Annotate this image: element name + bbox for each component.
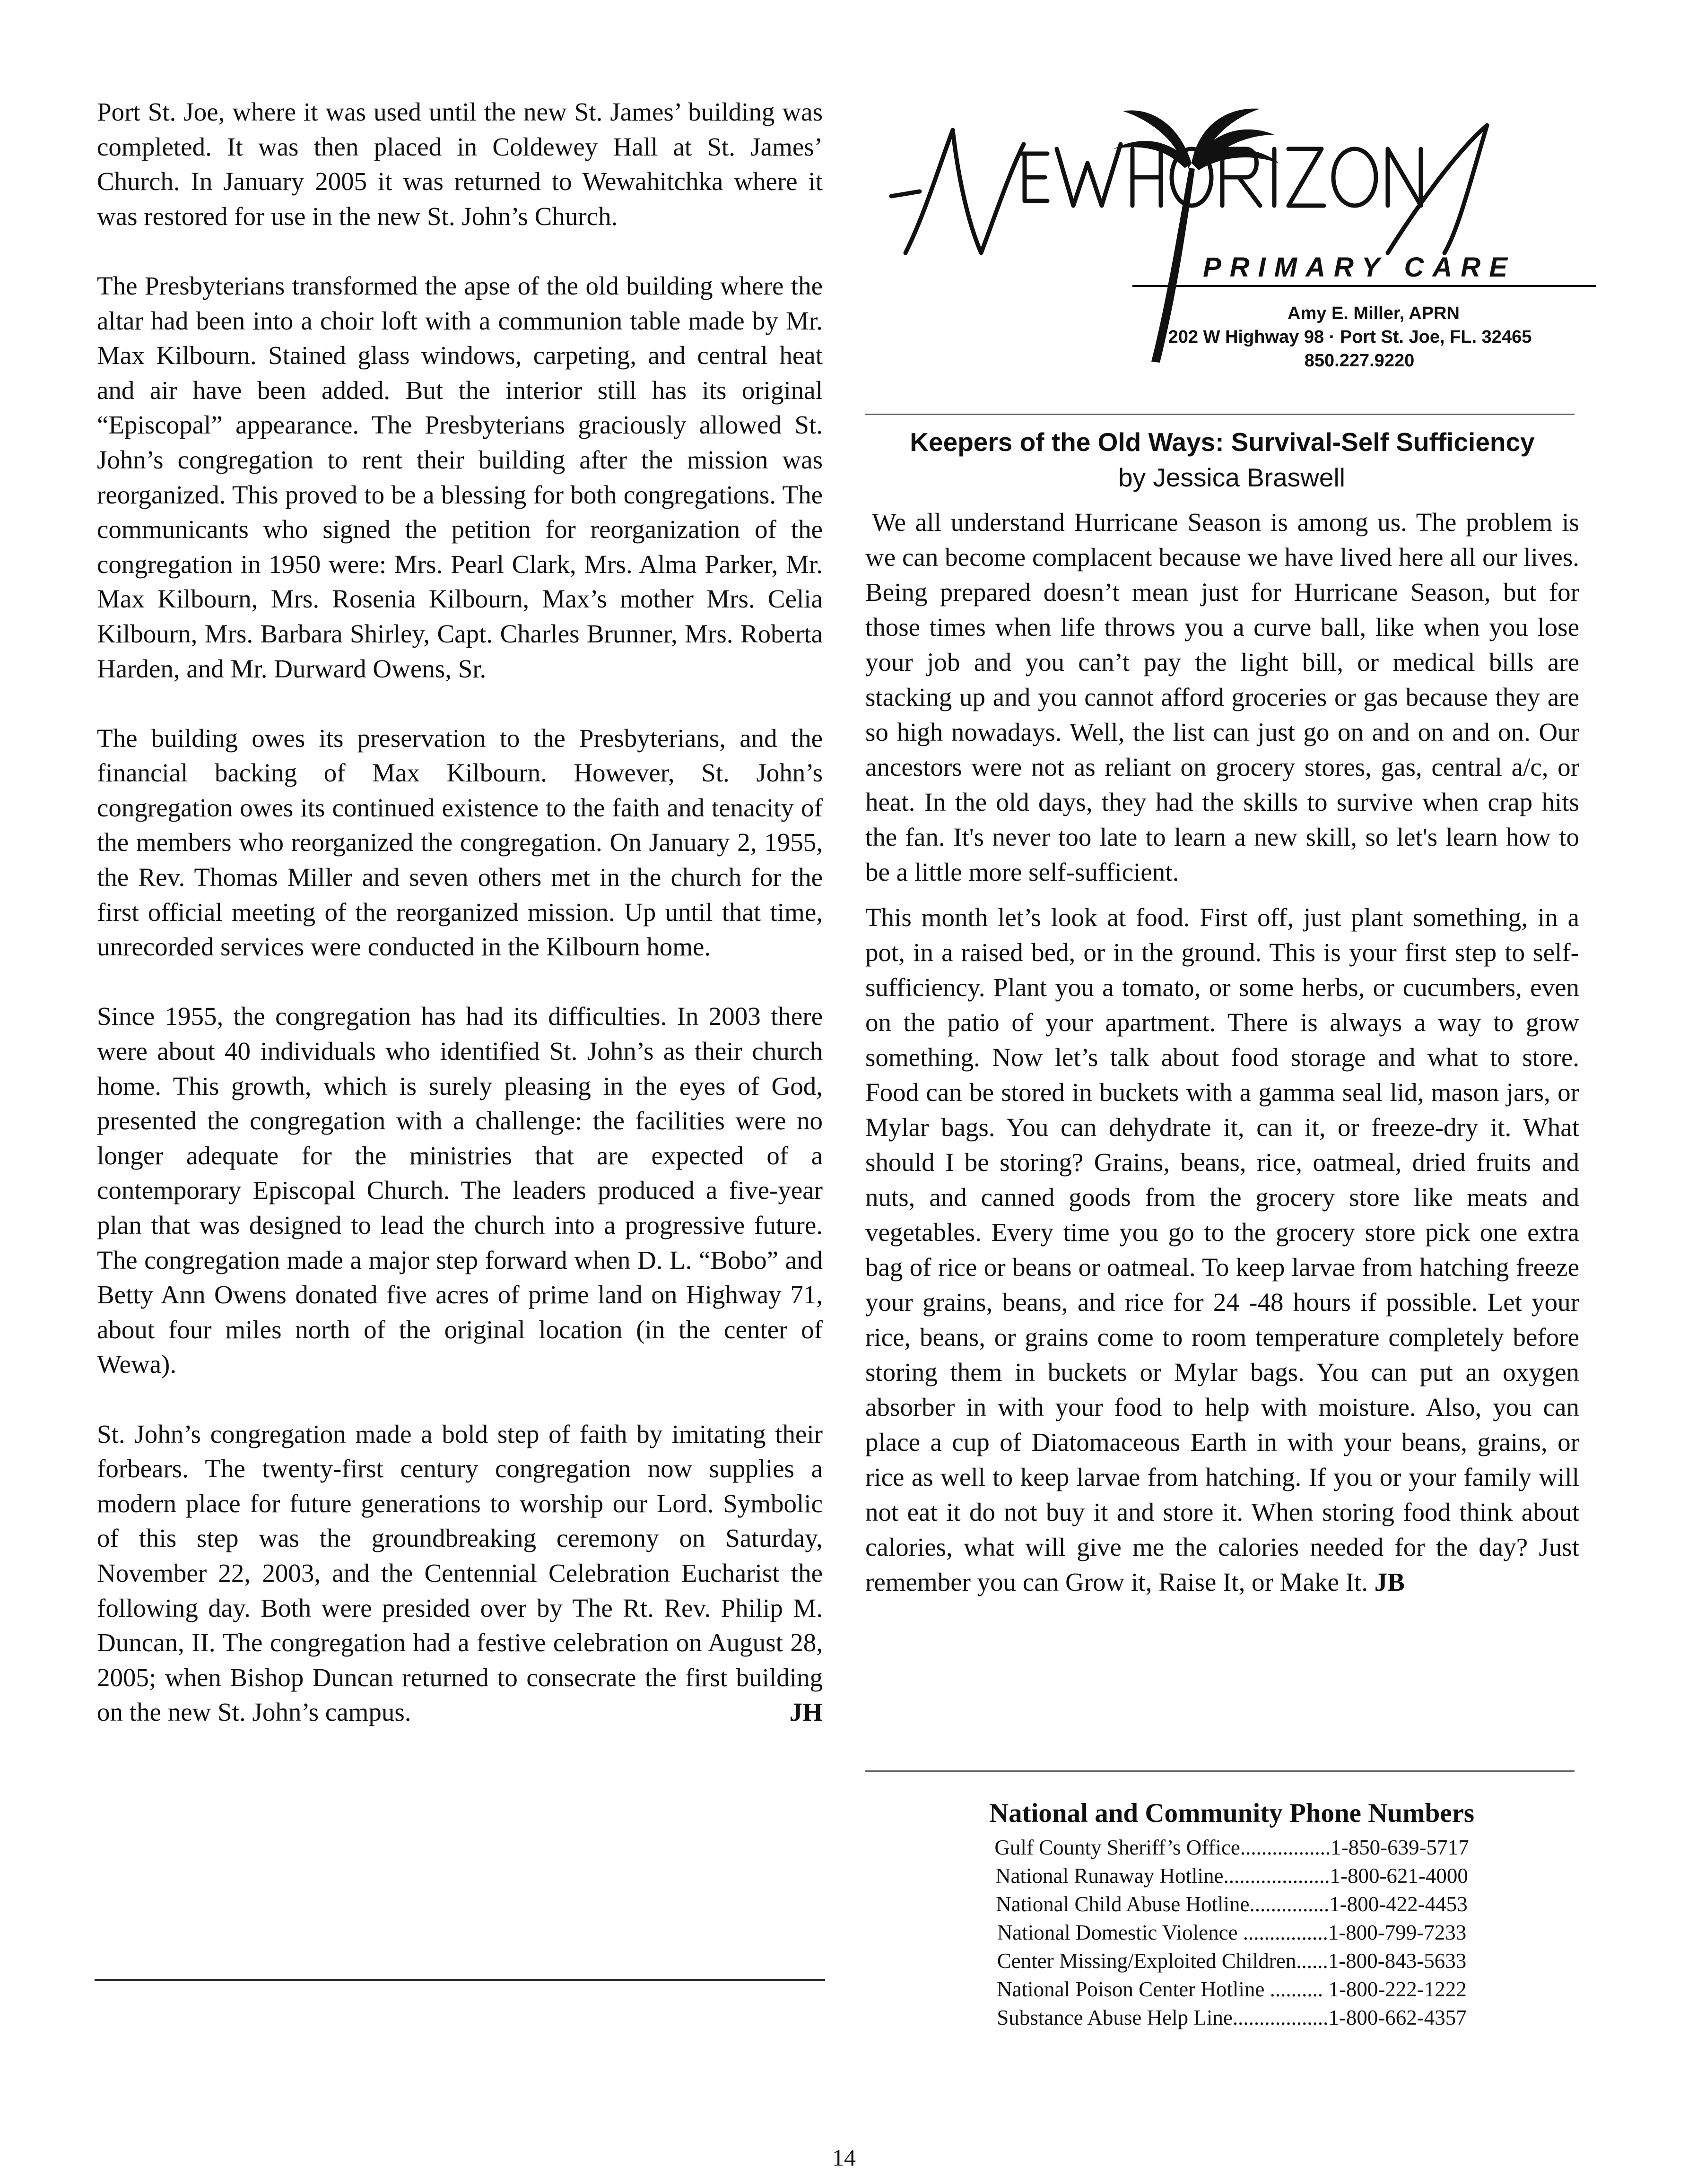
article-paragraph-2 [865, 900, 1579, 1600]
history-paragraph-1: Port St. Joe, where it was used until the new St. James’ building was completed. It was then placed in Coldewey Hall at St. James’ Church. In January 2005 it was returned to Wewahitchka where it was restored for use in the new St. John’s Church. [97, 97, 823, 231]
logo-subtitle: PRIMARY CARE [1203, 252, 1516, 283]
logo-address: 202 W Highway 98 · Port St. Joe, FL. 32465 [1168, 327, 1532, 347]
phone-numbers-box [941, 1796, 1523, 2032]
phone-numbers-title: National and Community Phone Numbers [989, 1798, 1475, 1828]
left-column [97, 95, 823, 1730]
left-column-bottom-rule [95, 1979, 825, 1981]
phone-row: Gulf County Sheriff’s Office.................1-850-639-5717 [994, 1836, 1469, 1859]
phone-row: National Runaway Hotline....................1-800-621-4000 [995, 1864, 1468, 1888]
author-initials-jb: JB [1374, 1568, 1405, 1596]
phone-row: National Domestic Violence ................1-800-799-7233 [997, 1921, 1467, 1944]
history-paragraph-4: Since 1955, the congregation has had its difficulties. In 2003 there were about 40 individuals who identified St. John’s as their church home. This growth, which is surely pleasing in the eyes of God, presented the congregation with a challenge: the facilities were no longer adequate for the ministries that are expected of a contemporary Episcopal Church. The leaders produced a five-year plan that was designed to lead the church into a progressive future. The congregation made a major step forward when D. L. “Bobo” and Betty Ann Owens donated five acres of prime land on Highway 71, about four miles north of the original location (in the center of Wewa). [97, 1002, 823, 1379]
article-body [865, 505, 1579, 1600]
history-paragraph-2: The Presbyterians transformed the apse of the old building where the altar had been into a choir loft with a communion table made by Mr. Max Kilbourn. Stained glass windows, carpeting, and central heat and air have been added. But the interior still has its original “Episcopal” appearance. The Presbyterians graciously allowed St. John’s congregation to rent their building after the mission was reorganized. This proved to be a blessing for both congregations. The communicants who signed the petition for reorganization of the congregation in 1950 were: Mrs. Pearl Clark, Mrs. Alma Parker, Mr. Max Kilbourn, Mrs. Rosenia Kilbourn, Max’s mother Mrs. Celia Kilbourn, Mrs. Barbara Shirley, Capt. Charles Brunner, Mrs. Roberta Harden, and Mr. Durward Owens, Sr. [97, 271, 823, 683]
palm-tree-icon [1114, 109, 1279, 363]
article-title: Keepers of the Old Ways: Survival-Self Sufficiency [910, 427, 1535, 457]
history-paragraph-5 [97, 1417, 823, 1730]
phone-row: Center Missing/Exploited Children......1-800-843-5633 [997, 1949, 1467, 1973]
logo-provider: Amy E. Miller, APRN [1288, 303, 1460, 323]
author-initials-jh: JH [789, 1698, 823, 1727]
new-horizon-ad [887, 97, 1617, 404]
article-paragraph-2-text: This month let’s look at food. First off, just plant something, in a pot, in a raised bed, or in the ground. This is your first step to self-sufficiency. Plant you a tomato, or some herbs, or cucumbers, even on the patio of your apartment. There is always a way to grow something. Now let’s talk about food storage and what to store. Food can be stored in buckets with a gamma seal lid, mason jars, or Mylar bags. You can dehydrate it, can it, or freeze-dry it. What should I be storing? Grains, beans, rice, oatmeal, dried fruits and nuts, and canned goods from the grocery store like meats and vegetables. Every time you go to the grocery store pick one extra bag of rice or beans or oatmeal. To keep larvae from hatching freeze your grains, beans, and rice for 24 -48 hours if possible. Let your rice, beans, or grains come to room temperature completely before storing them in buckets or Mylar bags. You can put an oxygen absorber in with your food to help with moisture. Also, you can place a cup of Diatomaceous Earth in with your beans, grains, or rice as well to keep larvae from hatching. If you or your family will not eat it do not buy it and store it. When storing food think about calories, what will give me the calories needed for the day? Just remember you can Grow it, Raise It, or Make It. [865, 903, 1579, 1596]
phone-row: National Child Abuse Hotline...............1-800-422-4453 [996, 1892, 1468, 1916]
history-paragraph-3: The building owes its preservation to the Presbyterians, and the financial backing of Max Kilbourn. However, St. John’s congregation owes its continued existence to the faith and tenacity of the members who reorganized the congregation. On January 2, 1955, the Rev. Thomas Miller and seven others met in the church for the first official meeting of the reorganized mission. Up until that time, unrecorded services were conducted in the Kilbourn home. [97, 723, 823, 962]
phone-row: Substance Abuse Help Line..................1-800-662-4357 [997, 2006, 1467, 2029]
logo-divider [865, 414, 1575, 415]
history-paragraph-5-text: St. John’s congregation made a bold step of faith by imitating their forbears. The twenty-first century congregation now supplies a modern place for future generations to worship our Lord. Symbolic of this step was the groundbreaking ceremony on Saturday, November 22, 2003, and the Centennial Celebration Eucharist the following day. Both were presided over by The Rt. Rev. Philip M. Duncan, II. The congregation had a festive celebration on August 28, 2005; when Bishop Duncan returned to consecrate the first building on the new St. John’s campus. [97, 1419, 823, 1727]
page-number: 14 [832, 2144, 856, 2171]
article-paragraph-1: We all understand Hurricane Season is among us. The problem is we can become complacent because we have lived here all our lives. Being prepared doesn’t mean just for Hurricane Season, but for those times when life throws you a curve ball, like when you lose your job and you can’t pay the light bill, or medical bills are stacking up and you cannot afford groceries or gas because they are so high nowadays. Well, the list can just go on and on and on. Our ancestors were not as reliant on grocery stores, gas, central a/c, or heat. In the old days, they had the skills to survive when crap hits the fan. It's never too late to learn a new skill, so let's learn how to be a little more self-sufficient. [865, 508, 1579, 886]
article-divider [865, 1770, 1575, 1772]
phone-row: National Poison Center Hotline .......... 1-800-222-1222 [997, 1977, 1467, 2001]
logo-phone: 850.227.9220 [1304, 351, 1415, 371]
article-byline: by Jessica Braswell [1118, 463, 1345, 492]
